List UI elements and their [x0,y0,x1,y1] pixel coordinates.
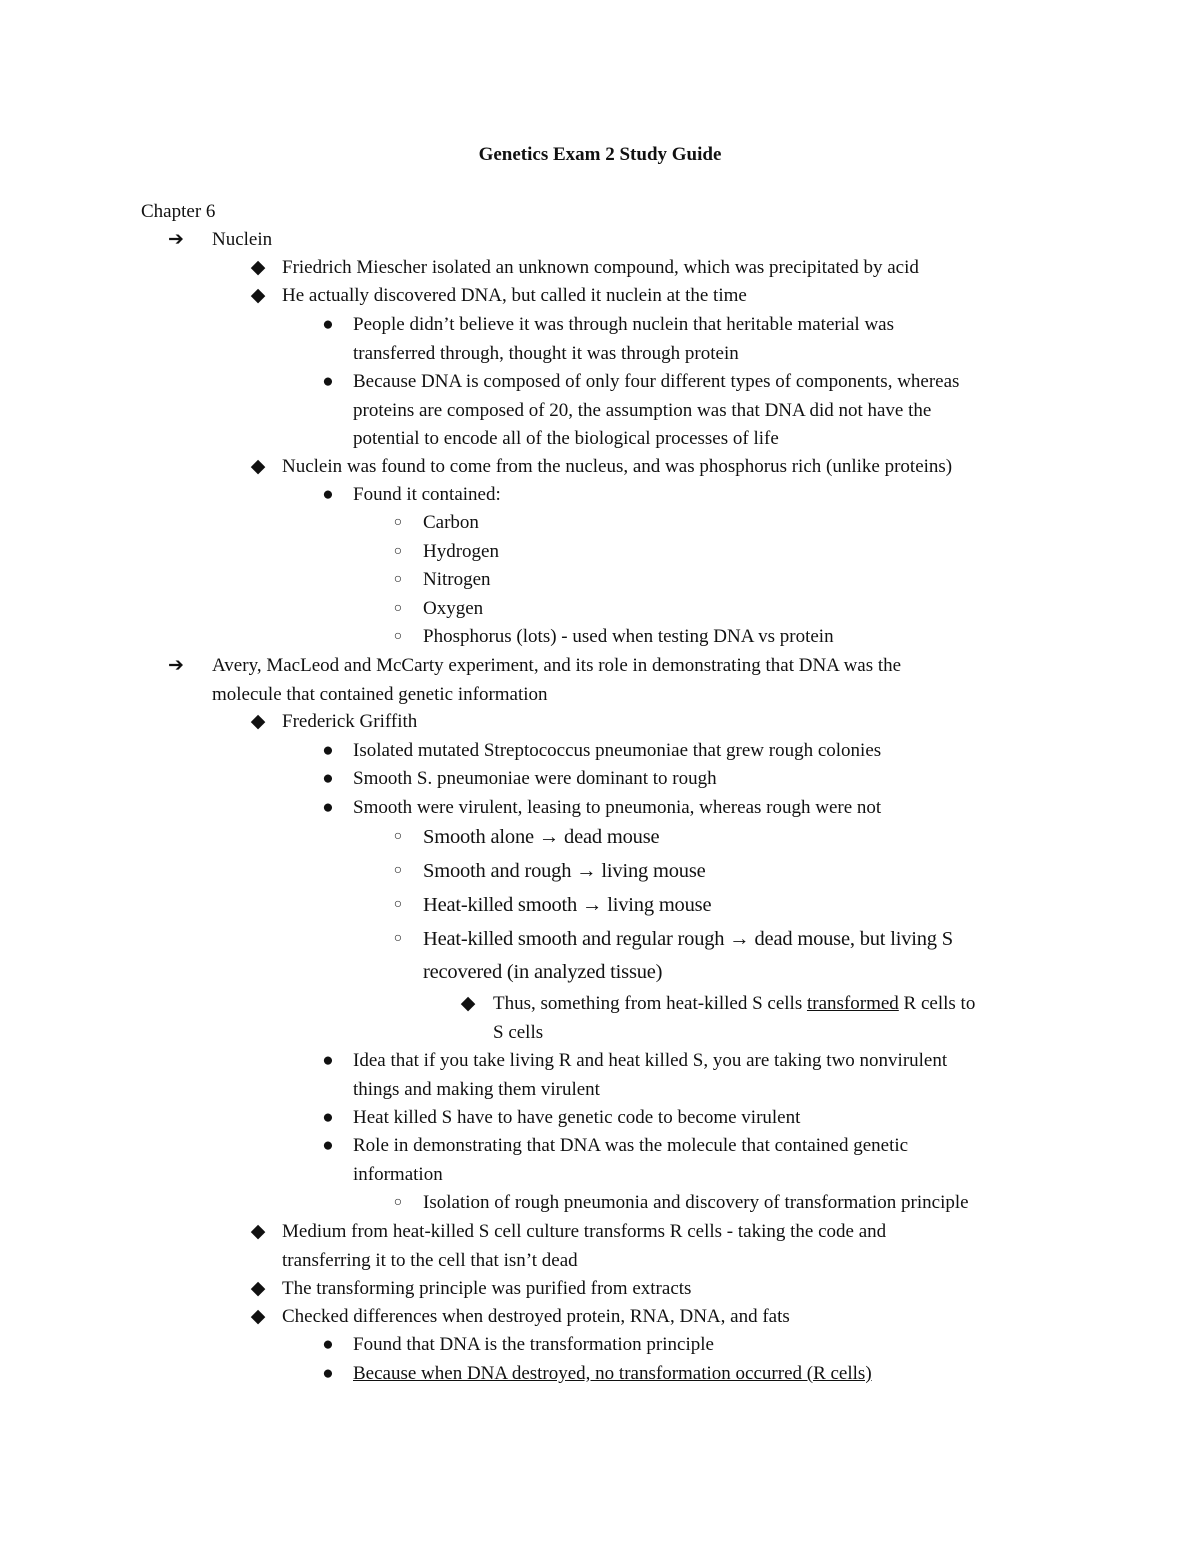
hollow-bullet-icon: ○ [393,1195,403,1210]
list-item [316,368,959,454]
list-item [246,1275,691,1304]
diamond-bullet-icon: ◆ [460,993,476,1014]
list-item [246,1218,886,1275]
list-item-text: Heat-killed smooth → living mouse [423,894,712,916]
list-item-text: information [353,1163,443,1185]
list-item [246,453,952,482]
list-item-text: Because DNA is composed of only four different types of components, whereas [353,371,960,392]
hollow-bullet-icon: ○ [393,897,403,912]
list-item-text: Frederick Griffith [282,711,418,732]
list-item-text: People didn’t believe it was through nuclein that heritable material was [353,314,894,335]
diamond-bullet-icon: ◆ [250,456,266,477]
diamond-bullet-icon: ◆ [250,257,266,278]
list-item [246,254,919,283]
underlined-text: transformed [806,993,899,1014]
list-item [386,509,479,538]
list-item-text: Checked differences when destroyed protein, RNA, DNA, and fats [282,1306,790,1327]
list-item-text: Nuclein [212,229,273,250]
list-item [386,1189,969,1218]
round-bullet-icon: ● [322,1135,334,1156]
hollow-bullet-icon: ○ [393,572,403,587]
list-item-text: Friedrich Miescher isolated an unknown compound, which was precipitated by acid [282,257,919,278]
list-item [164,652,901,709]
list-item-text: Nitrogen [423,569,491,590]
list-item [386,623,834,652]
list-item-text: Smooth and rough → living mouse [423,860,706,882]
list-item-text: Role in demonstrating that DNA was the molecule that contained genetic [353,1135,909,1156]
round-bullet-icon: ● [322,768,334,789]
list-item [316,1047,947,1104]
diamond-bullet-icon: ◆ [250,285,266,306]
list-item-text: Carbon [423,512,479,533]
list-item-text: The transforming principle was purified from extracts [282,1278,692,1299]
list-item-text: Smooth S. pneumoniae were dominant to rough [353,768,717,789]
list-item-text: Isolated mutated Streptococcus pneumoniae that grew rough colonies [353,740,882,761]
list-item-text: He actually discovered DNA, but called it nuclein at the time [282,285,747,306]
list-item [316,737,881,766]
round-bullet-icon: ● [322,740,334,761]
list-item [316,311,894,368]
list-item [386,538,499,567]
list-item-text: Because when DNA destroyed, no transformation occurred (R cells) [353,1363,872,1384]
list-item [386,855,706,888]
list-item-text: transferred through, thought it was through protein [353,342,739,364]
list-item [316,481,501,510]
hollow-bullet-icon: ○ [393,829,403,844]
diamond-bullet-icon: ◆ [250,1278,266,1299]
round-bullet-icon: ● [322,1107,334,1128]
diamond-bullet-icon: ◆ [250,711,266,732]
round-bullet-icon: ● [322,484,334,505]
list-item-text: Avery, MacLeod and McCarty experiment, and its role in demonstrating that DNA was the [212,655,902,676]
list-item-text: Heat killed S have to have genetic code to become virulent [353,1107,801,1128]
list-item [316,1132,908,1189]
round-bullet-icon: ● [322,1363,334,1384]
list-item [316,1104,800,1133]
list-item-text: Nuclein was found to come from the nucleus, and was phosphorus rich (unlike proteins) [282,456,953,477]
list-item [316,765,717,794]
list-item [456,990,975,1047]
arrow-icon: ➔ [168,229,184,250]
list-item-text: Smooth were virulent, leasing to pneumonia, whereas rough were not [353,797,882,818]
document-title: Genetics Exam 2 Study Guide [478,144,722,165]
arrow-icon: ➔ [168,655,184,676]
list-item [386,923,953,988]
hollow-bullet-icon: ○ [393,629,403,644]
round-bullet-icon: ● [322,371,334,392]
chapter-heading: Chapter 6 [141,201,216,222]
list-item-text: Idea that if you take living R and heat killed S, you are taking two nonvirulent [353,1050,948,1071]
list-item [246,282,747,311]
list-item-text: Heat-killed smooth and regular rough → dead mouse, but living S [423,928,953,950]
list-item-text: Isolation of rough pneumonia and discovery of transformation principle [423,1192,969,1213]
list-item [246,1303,790,1332]
diamond-bullet-icon: ◆ [250,1221,266,1242]
text-run: Thus, something from heat-killed S cells [493,993,807,1014]
list-item [316,1331,714,1360]
list-item [386,821,659,854]
text-run: R cells to [898,993,976,1014]
round-bullet-icon: ● [322,1334,334,1355]
list-item-text: Phosphorus (lots) - used when testing DNA vs protein [423,626,834,647]
hollow-bullet-icon: ○ [393,515,403,530]
round-bullet-icon: ● [322,797,334,818]
list-item-text: recovered (in analyzed tissue) [423,960,663,983]
list-item [316,794,881,823]
list-item [164,226,272,255]
list-item [316,1360,872,1389]
list-item-text: transferring it to the cell that isn’t dead [282,1249,578,1271]
list-item-text: Found it contained: [353,484,501,505]
list-item-text: Oxygen [423,598,484,619]
list-item [246,708,417,737]
list-item-text [493,990,975,1019]
list-item-text: S cells [493,1021,544,1043]
list-item [386,889,711,922]
list-item-text: Smooth alone → dead mouse [423,826,660,848]
hollow-bullet-icon: ○ [393,931,403,946]
list-item-text: Hydrogen [423,541,499,562]
list-item [386,595,483,624]
list-item-text: proteins are composed of 20, the assumption was that DNA did not have the [353,399,932,421]
list-item-text: molecule that contained genetic information [212,683,548,705]
list-item-text: Found that DNA is the transformation principle [353,1334,714,1355]
list-item [386,566,491,595]
hollow-bullet-icon: ○ [393,863,403,878]
list-item-text: things and making them virulent [353,1078,600,1100]
list-item-text: Medium from heat-killed S cell culture transforms R cells - taking the code and [282,1221,887,1242]
list-item-text: potential to encode all of the biological processes of life [353,428,779,449]
hollow-bullet-icon: ○ [393,601,403,616]
round-bullet-icon: ● [322,1050,334,1071]
hollow-bullet-icon: ○ [393,544,403,559]
round-bullet-icon: ● [322,314,334,335]
diamond-bullet-icon: ◆ [250,1306,266,1327]
